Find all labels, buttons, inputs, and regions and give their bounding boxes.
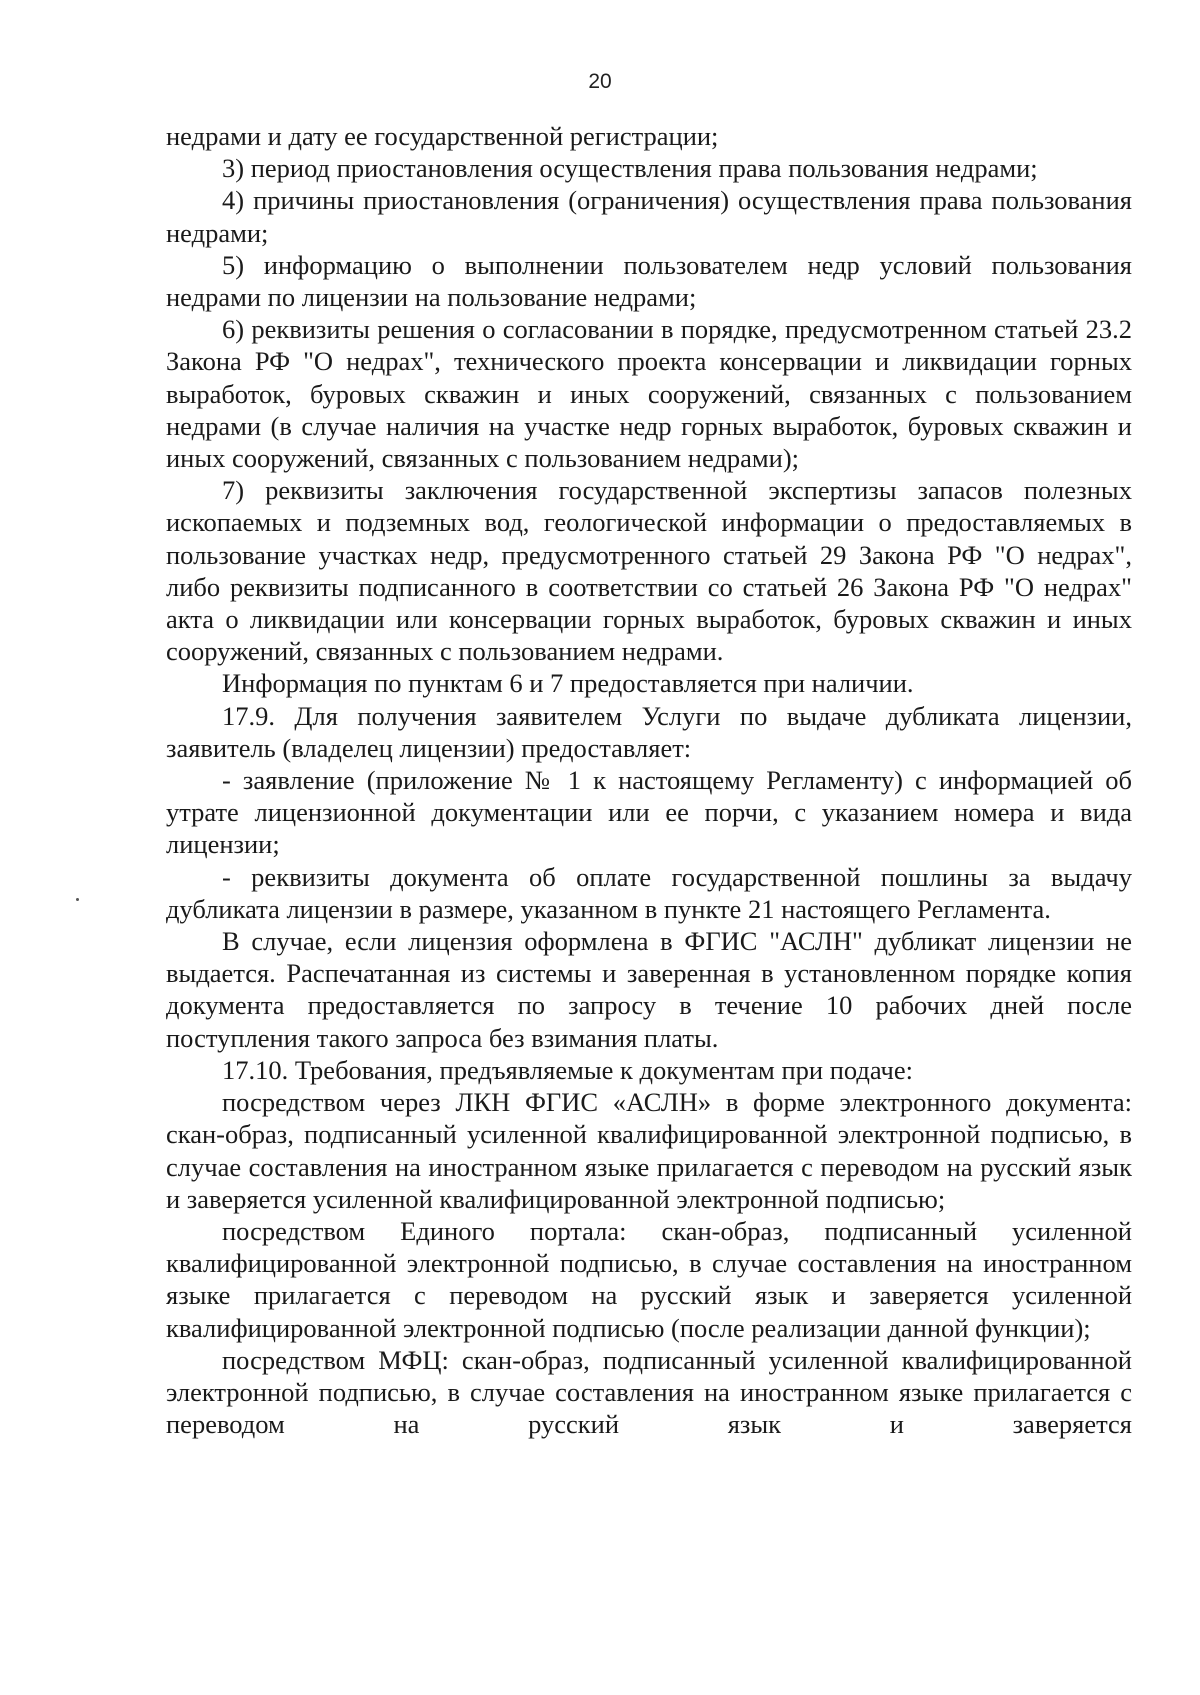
paragraph-item-5: 5) информацию о выполнении пользователем недр условий пользования недрами по лицензии на пользование недрами; <box>166 249 1132 313</box>
paragraph-item-4: 4) причины приостановления (ограничения) осуществления права пользования недрами; <box>166 185 1132 248</box>
scan-speck <box>76 898 79 901</box>
paragraph-17-10: 17.10. Требования, предъявляемые к документам при подаче: <box>222 1054 913 1085</box>
paragraph-note: Информация по пунктам 6 и 7 предоставляется при наличии. <box>222 668 914 699</box>
paragraph-item-7: 7) реквизиты заключения государственной экспертизы запасов полезных ископаемых и подземных вод, геологической информации о предоставляемых в пользование участках недр, предусмотренного статьей 29 Закона РФ "О недрах", либо реквизиты подписанного в соответствии со статьей 26 Закона РФ "О недрах" акта о ликвидации или консервации горных выработок, буровых скважин и иных сооружений, связанных с пользованием недрами. <box>166 475 1132 667</box>
paragraph-17-10-lkn: посредством через ЛКН ФГИС «АСЛН» в форме электронного документа: скан-образ, подписанный усиленной квалифицированной электронной подписью, в случае составления на иностранном языке прилагается с переводом на русский язык и заверяется усиленной квалифицированной электронной подписью; <box>166 1087 1132 1214</box>
page-number: 20 <box>588 70 612 93</box>
paragraph-17-10-portal: посредством Единого портала: скан-образ, подписанный усиленной квалифицированной электронной подписью, в случае составления на иностранном языке прилагается с переводом на русский язык и заверяется усиленной квалифицированной электронной подписью (после реализации данной функции); <box>166 1215 1132 1343</box>
paragraph-duplicate-note: В случае, если лицензия оформлена в ФГИС "АСЛН" дубликат лицензии не выдается. Распечатанная из системы и заверенная в установленном порядке копия документа предоставляется по запросу в течение 10 рабочих дней после поступления такого запроса без взимания платы. <box>166 926 1132 1053</box>
paragraph-17-9: 17.9. Для получения заявителем Услуги по выдаче дубликата лицензии, заявитель (владелец лицензии) предоставляет: <box>166 700 1132 763</box>
paragraph-item-6: 6) реквизиты решения о согласовании в порядке, предусмотренном статьей 23.2 Закона РФ "О недрах", технического проекта консервации и ликвидации горных выработок, буровых скважин и иных сооружений, связанных с пользованием недрами (в случае наличия на участке недр горных выработок, буровых скважин и иных сооружений, связанных с пользованием недрами); <box>166 314 1132 474</box>
document-body <box>166 120 1132 1440</box>
paragraph-continuation: недрами и дату ее государственной регистрации; <box>166 121 719 151</box>
paragraph-item-3: 3) период приостановления осуществления права пользования недрами; <box>222 153 1038 184</box>
paragraph-17-10-mfc: посредством МФЦ: скан-образ, подписанный усиленной квалифицированной электронной подписью, в случае составления на иностранном языке прилагается с переводом на русский язык и заверяется <box>166 1344 1132 1440</box>
paragraph-17-9-bullet-1: - заявление (приложение № 1 к настоящему Регламенту) с информацией об утрате лицензионной документации или ее порчи, с указанием номера и вида лицензии; <box>166 765 1132 860</box>
paragraph-17-9-bullet-2: - реквизиты документа об оплате государственной пошлины за выдачу дубликата лицензии в размере, указанном в пункте 21 настоящего Регламента. <box>166 861 1132 924</box>
